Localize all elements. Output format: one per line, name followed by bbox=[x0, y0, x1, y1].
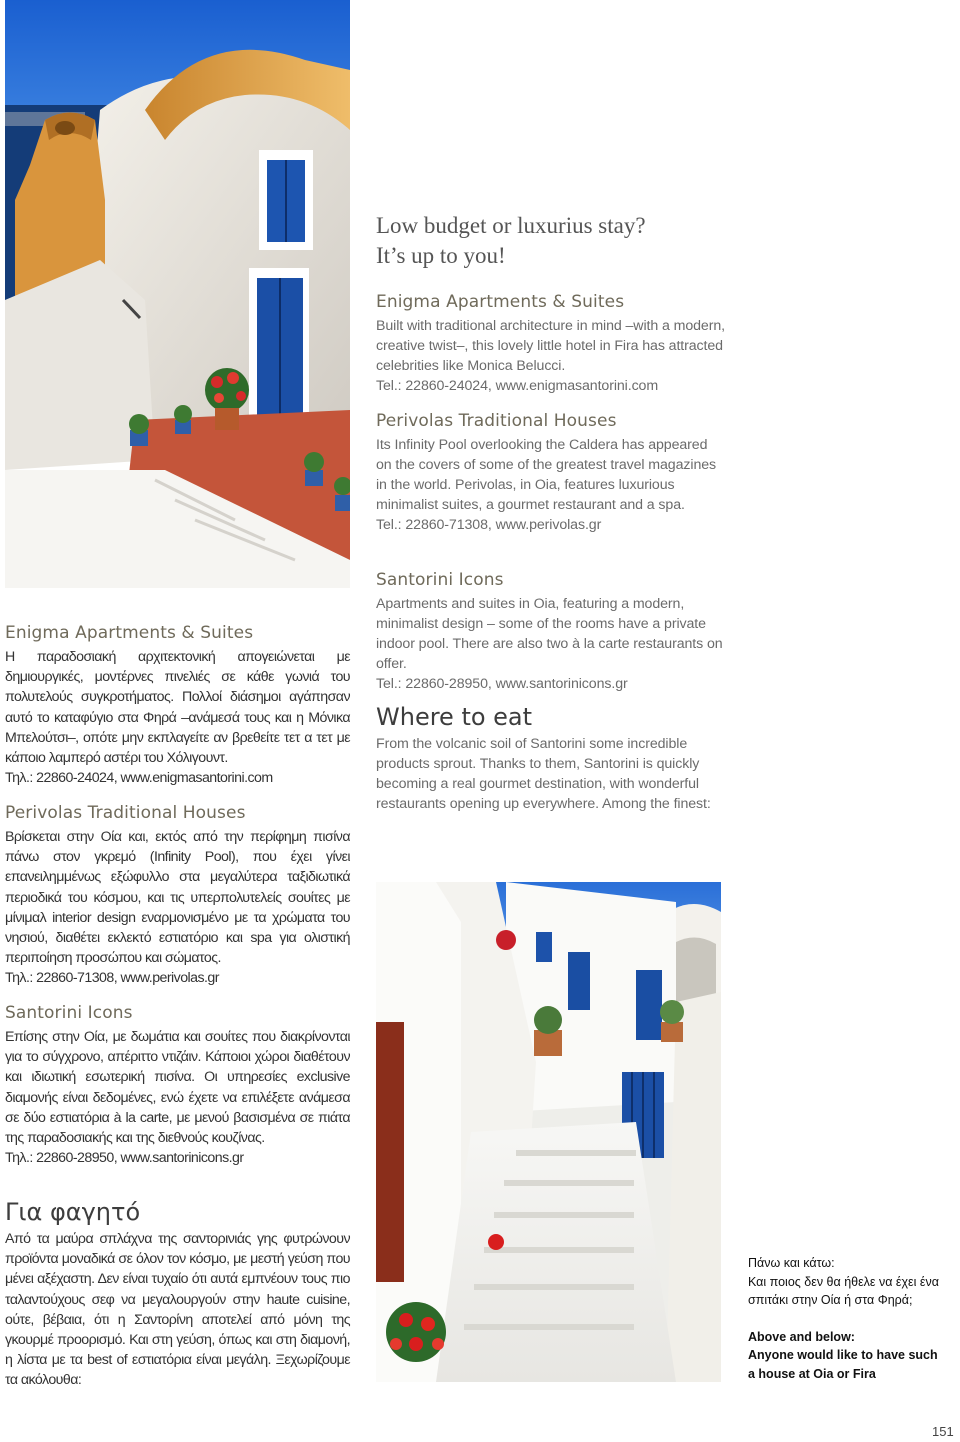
english-perivolas-section bbox=[376, 411, 726, 535]
english-perivolas-tel: Tel.: 22860-71308, www.perivolas.gr bbox=[376, 517, 602, 533]
greek-perivolas-title: Perivolas Traditional Houses bbox=[5, 803, 246, 823]
greek-icons-text: Επίσης στην Οία, με δωμάτια και σουίτες που διακρίνονται για το σύγχρονο, απέριττο ντιζάιν. Κάποιοι χώροι διαθέτουν και ιδιωτική εσωτερική πισίνα. Οι υπηρεσίες exclusive διαμονής είναι δεδομένες, ενώ έχετε να επιλέξετε ανάμεσα σε δύο εστιατόρια à la carte, με μενού βασισμένα σε πιάτα της παραδοσιακής και της διεθνούς κουζίνας. bbox=[5, 1029, 350, 1147]
greek-icons-tel: Τηλ.: 22860-28950, www.santorinicons.gr bbox=[5, 1150, 244, 1167]
english-perivolas-text: Its Infinity Pool overlooking the Caldera has appeared on the covers of some of the greatest travel magazines in the world. Perivolas, in Oia, features luxurious minimalist suites, a gourmet restaurant and a spa. bbox=[376, 437, 717, 513]
english-icons-section bbox=[376, 570, 726, 694]
greek-eat-text: Από τα μαύρα σπλάχνα της σαντορινιάς γης φυτρώνουν προϊόντα μοναδικά σε όλον τον κόσμο, με μεστή γεύση που μένει αξέχαστη. Δεν είναι τυχαίο ότι αυτά εμπνέουν τους πιο ταλαντούχους σεφ να μεγαλουργούν στην haute cuisine, ούτε, βέβαια, ότι η Σαντορίνη αποτελεί από μόνη της γκουρμέ προορισμό. Και στη γεύση, όπως και στη διαμονή, η λίστα με τα best of εστιατόρια είναι μεγάλη. Ξεχωρίζουμε τα ακόλουθα: bbox=[5, 1231, 350, 1389]
greek-enigma-text: Η παραδοσιακή αρχιτεκτονική απογειώνεται με δημιουργικές, μοντέρνες πινελιές σε κάθε γωνιά του πολυτελούς συγκροτήματος. Πολλοί διάσημοι αγάπησαν αυτό το καταφύγιο στα Φηρά –ανάμεσά τους και η Μόνικα Μπελούτσι–, οπότε μην εκπλαγείτε αν βρεθείτε τετ α τετ με κάποιο λαμπερό αστέρι του Χόλιγουντ. bbox=[5, 649, 350, 767]
greek-perivolas-tel: Τηλ.: 22860-71308, www.perivolas.gr bbox=[5, 970, 219, 987]
greek-enigma-tel: Τηλ.: 22860-24024, www.enigmasantorini.com bbox=[5, 770, 273, 787]
english-icons-tel: Tel.: 22860-28950, www.santorinicons.gr bbox=[376, 676, 628, 692]
english-perivolas-title: Perivolas Traditional Houses bbox=[376, 411, 617, 431]
english-eat-title: Where to eat bbox=[376, 703, 533, 731]
photo-santorini-stairs-bottom bbox=[376, 882, 721, 1382]
caption-english-label: Above and below: bbox=[748, 1329, 855, 1344]
greek-perivolas-section bbox=[5, 803, 350, 989]
english-enigma-section bbox=[376, 292, 726, 396]
headline-line-2: It’s up to you! bbox=[376, 243, 506, 268]
caption-greek-label: Πάνω και κάτω: bbox=[748, 1256, 835, 1270]
english-enigma-text: Built with traditional architecture in mind –with a modern, creative twist–, this lovely little hotel in Fira has attracted celebrities like Monica Belucci. bbox=[376, 318, 725, 374]
photo-caption bbox=[748, 1254, 948, 1383]
page-number: 151 bbox=[932, 1424, 954, 1439]
greek-eat-title: Για φαγητό bbox=[5, 1198, 141, 1226]
photo-santorini-house-top bbox=[5, 0, 350, 588]
headline bbox=[376, 211, 726, 271]
greek-enigma-title: Enigma Apartments & Suites bbox=[5, 623, 254, 643]
english-enigma-tel: Tel.: 22860-24024, www.enigmasantorini.com bbox=[376, 378, 659, 394]
english-icons-text: Apartments and suites in Oia, featuring a modern, minimalist design – some of the rooms have a private indoor pool. There are also two à la carte restaurants on offer. bbox=[376, 596, 723, 672]
english-icons-title: Santorini Icons bbox=[376, 570, 504, 590]
greek-icons-section bbox=[5, 1003, 350, 1168]
caption-greek-text: Και ποιος δεν θα ήθελε να έχει ένα σπιτάκι στην Οία ή στα Φηρά; bbox=[748, 1274, 939, 1307]
english-eat-section bbox=[376, 702, 726, 814]
caption-english-text: Anyone would like to have such a house at Oia or Fira bbox=[748, 1348, 938, 1381]
english-eat-text: From the volcanic soil of Santorini some incredible products sprout. Thanks to them, Santorini is quickly becoming a real gourmet destination, with wonderful restaurants opening up everywhere. Among the finest: bbox=[376, 736, 711, 812]
greek-eat-section bbox=[5, 1197, 350, 1391]
greek-enigma-section bbox=[5, 623, 350, 788]
english-enigma-title: Enigma Apartments & Suites bbox=[376, 292, 625, 312]
greek-perivolas-text: Βρίσκεται στην Οία και, εκτός από την περίφημη πισίνα πάνω στον γκρεμό (Infinity Pool), που έχει γίνει επανειλημμένως εξώφυλλο στα μεγαλύτερα ταξιδιωτικά περιοδικά του κόσμου, και τις υπερπολυτελείς σουίτες με μίνιμαλ interior design εναρμονισμένο με τα χρώματα του νησιού, διαθέτει εκλεκτό εστιατόριο και spa για ολιστική περιποίηση προσώπου και σώματος. bbox=[5, 829, 350, 967]
greek-icons-title: Santorini Icons bbox=[5, 1003, 133, 1023]
headline-line-1: Low budget or luxurius stay? bbox=[376, 213, 646, 238]
